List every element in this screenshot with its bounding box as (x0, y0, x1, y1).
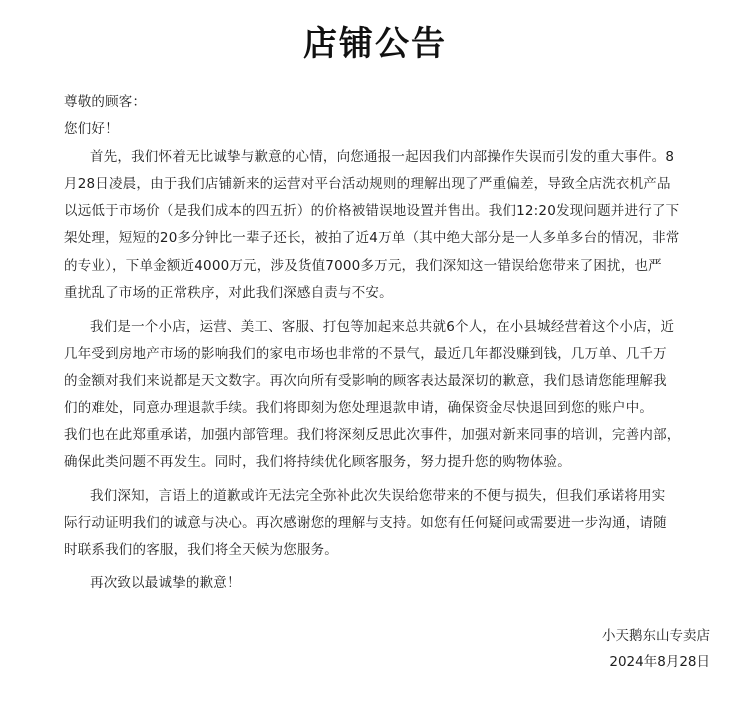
paragraph-1-line-1: 首先，我们怀着无比诚挚与歉意的心情，向您通报一起因我们内部操作失误而引发的重大事件。8 (90, 149, 675, 165)
closing-line: 再次致以最诚挚的歉意！ (90, 575, 241, 591)
signature-date: 2024年8月28日 (609, 654, 710, 670)
paragraph-1-line-6: 重扰乱了市场的正常秩序，对此我们深感自责与不安。 (64, 285, 393, 301)
paragraph-2-line-4: 们的难处，同意办理退款手续。我们将即刻为您处理退款申请，确保资金尽快退回到您的账户中。 (64, 400, 654, 416)
paragraph-2-line-5: 我们也在此郑重承诺，加强内部管理。我们将深刻反思此次事件，加强对新来同事的培训，完善内部， (64, 427, 681, 443)
salutation: 尊敬的顾客： (64, 94, 147, 110)
paragraph-3-line-1: 我们深知，言语上的道歉或许无法完全弥补此次失误给您带来的不便与损失，但我们承诺将用实 (90, 488, 666, 504)
paragraph-2-line-3: 的金额对我们来说都是天文数字。再次向所有受影响的顾客表达最深切的歉意，我们恳请您能理解我 (64, 373, 667, 389)
paragraph-2-line-1: 我们是一个小店，运营、美工、客服、打包等加起来总共就6个人，在小县城经营着这个小店，近 (90, 319, 675, 335)
paragraph-1-line-5: 的专业），下单金额近4000万元，涉及货值7000多万元，我们深知这一错误给您带来了困扰，也严 (64, 258, 662, 274)
paragraph-1-line-2: 月28日凌晨，由于我们店铺新来的运营对平台活动规则的理解出现了严重偏差，导致全店洗衣机产品 (64, 176, 671, 192)
greeting: 您们好！ (64, 121, 119, 137)
paragraph-1-line-4: 架处理，短短的20多分钟比一辈子还长，被拍了近4万单（其中绝大部分是一人多单多台的情况，非常 (64, 230, 680, 246)
signature-store: 小天鹅东山专卖店 (602, 628, 710, 644)
paragraph-1-line-3: 以远低于市场价（是我们成本的四五折）的价格被错误地设置并售出。我们12:20发现问题并进行了下 (64, 203, 680, 219)
notice-title: 店铺公告 (303, 24, 447, 64)
paragraph-3-line-2: 际行动证明我们的诚意与决心。再次感谢您的理解与支持。如您有任何疑问或需要进一步沟通，请随 (64, 515, 667, 531)
paragraph-2-line-2: 几年受到房地产市场的影响我们的家电市场也非常的不景气，最近几年都没赚到钱，几万单、几千万 (64, 346, 667, 362)
paragraph-3-line-3: 时联系我们的客服，我们将全天候为您服务。 (64, 542, 338, 558)
paragraph-2-line-6: 确保此类问题不再发生。同时，我们将持续优化顾客服务，努力提升您的购物体验。 (64, 454, 571, 470)
